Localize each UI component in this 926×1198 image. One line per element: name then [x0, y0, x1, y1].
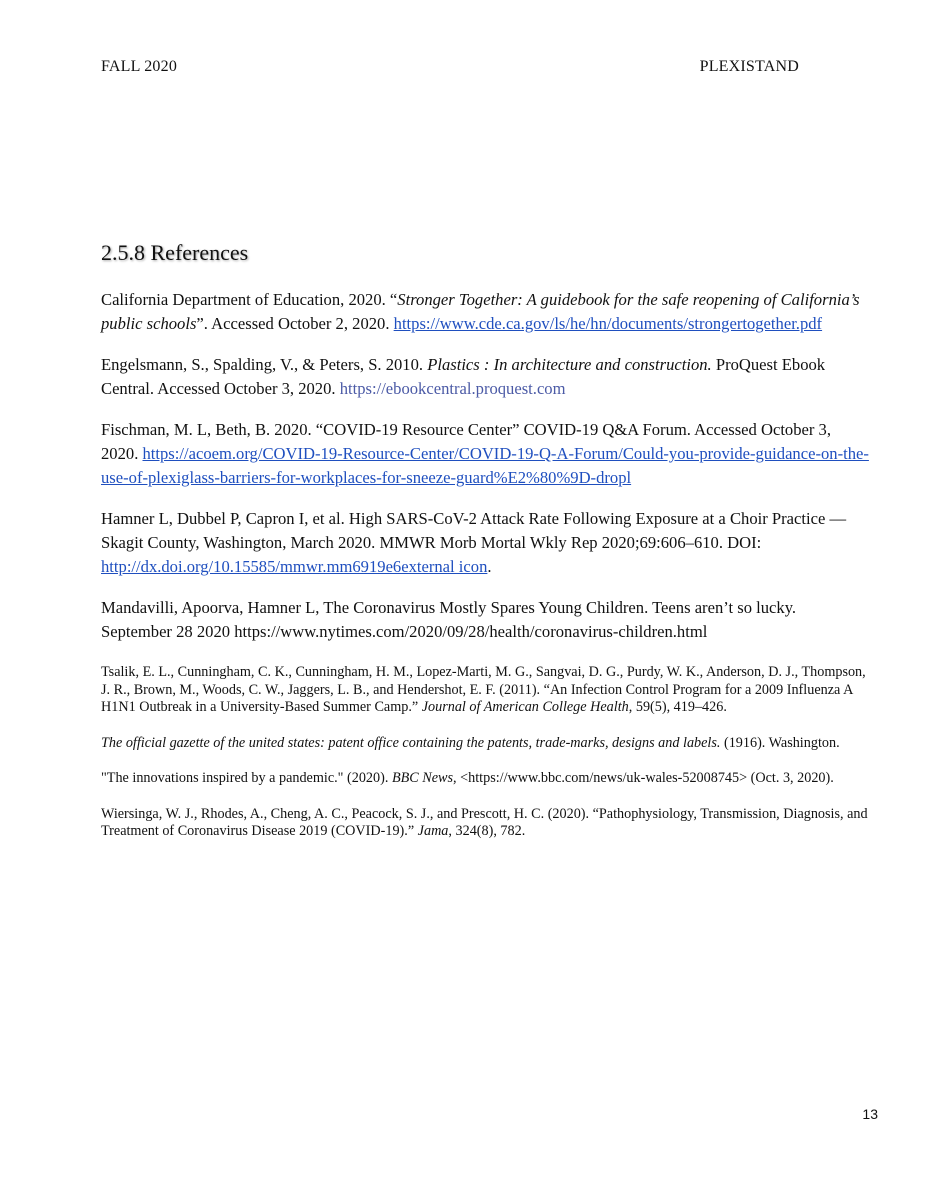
reference-item — [101, 735, 871, 753]
reference-text: , 324(8), 782. — [448, 823, 526, 839]
header-right: PLEXISTAND — [699, 58, 799, 75]
reference-title: The official gazette of the united states: patent office containing the patents, trade-marks, designs and labels. — [101, 734, 721, 751]
reference-text: , 59(5), 419–426. — [628, 699, 727, 715]
reference-link[interactable]: https://www.cde.ca.gov/ls/he/hn/documents/strongertogether.pdf — [393, 314, 823, 333]
reference-text: , <https://www.bbc.com/news/uk-wales-52008745> (Oct. 3, 2020). — [453, 770, 834, 786]
reference-journal: Jama — [417, 823, 449, 839]
reference-list — [101, 288, 871, 859]
reference-item — [101, 507, 871, 579]
reference-item — [101, 596, 871, 644]
reference-text: Engelsmann, S., Spalding, V., & Peters, S. 2010. — [101, 355, 428, 374]
reference-link[interactable]: http://dx.doi.org/10.15585/mmwr.mm6919e6external icon — [101, 557, 488, 576]
reference-text: California Department of Education, 2020. “ — [101, 290, 398, 309]
reference-text: . — [487, 557, 492, 576]
page-number: 13 — [862, 1106, 878, 1122]
header-left: FALL 2020 — [101, 58, 178, 75]
reference-text: Mandavilli, Apoorva, Hamner L, The Coronavirus Mostly Spares Young Children. Teens aren’t so lucky. September 28 2020 https://www.nytimes.com/2020/09/28/health/coronavirus-children.html — [101, 598, 797, 641]
reference-text: Wiersinga, W. J., Rhodes, A., Cheng, A. C., Peacock, S. J., and Prescott, H. C. (2020). “Pathophysiology, Transmission, Diagnosis, and Treatment of Coronavirus Disease 2019 (COVID-19).” — [101, 805, 868, 839]
reference-text: Fischman, M. L, Beth, B. 2020. “COVID-19 Resource Center” COVID-19 Q&A Forum. Accessed October 3, 2020. — [101, 420, 832, 463]
reference-text: ”. Accessed October 2, 2020. — [196, 314, 394, 333]
reference-journal: BBC News — [391, 770, 454, 786]
reference-journal: Journal of American College Health — [421, 699, 629, 715]
reference-item — [101, 353, 871, 401]
reference-text: Tsalik, E. L., Cunningham, C. K., Cunningham, H. M., Lopez-Marti, M. G., Sangvai, D. G., Purdy, W. K., Anderson, D. J., Thompson, J. R., Brown, M., Woods, C. W., Jaggers, L. B., and Hendershot, E. F. (2011). “An Infection Control Program for a 2009 Influenza A H1N1 Outbreak in a University-Based Summer Camp.” — [101, 664, 866, 715]
section-heading: 2.5.8 References — [101, 240, 249, 265]
reference-text: ProQuest Ebook Central. Accessed October 3, 2020. — [101, 355, 826, 398]
reference-title: Stronger Together: A guidebook for the safe reopening of California’s public schools — [101, 290, 860, 333]
reference-item — [101, 418, 871, 490]
reference-item — [101, 664, 871, 717]
reference-item — [101, 770, 871, 788]
reference-title: Plastics : In architecture and construction. — [427, 355, 712, 374]
reference-text: (1916). Washington. — [720, 734, 840, 751]
reference-link[interactable]: https://acoem.org/COVID-19-Resource-Center/COVID-19-Q-A-Forum/Could-you-provide-guidance-on-the-use-of-plexiglass-barriers-for-workplaces-for-sneeze-guard%E2%80%9D-dropl — [101, 444, 869, 487]
reference-item — [101, 806, 871, 841]
reference-item — [101, 288, 871, 336]
reference-link[interactable]: https://ebookcentral.proquest.com — [339, 379, 566, 398]
reference-text: "The innovations inspired by a pandemic." (2020). — [101, 770, 392, 786]
reference-text: Hamner L, Dubbel P, Capron I, et al. High SARS-CoV-2 Attack Rate Following Exposure at a Choir Practice — Skagit County, Washington, March 2020. MMWR Morb Mortal Wkly Rep 2020;69:606–610. DOI: — [101, 509, 847, 552]
